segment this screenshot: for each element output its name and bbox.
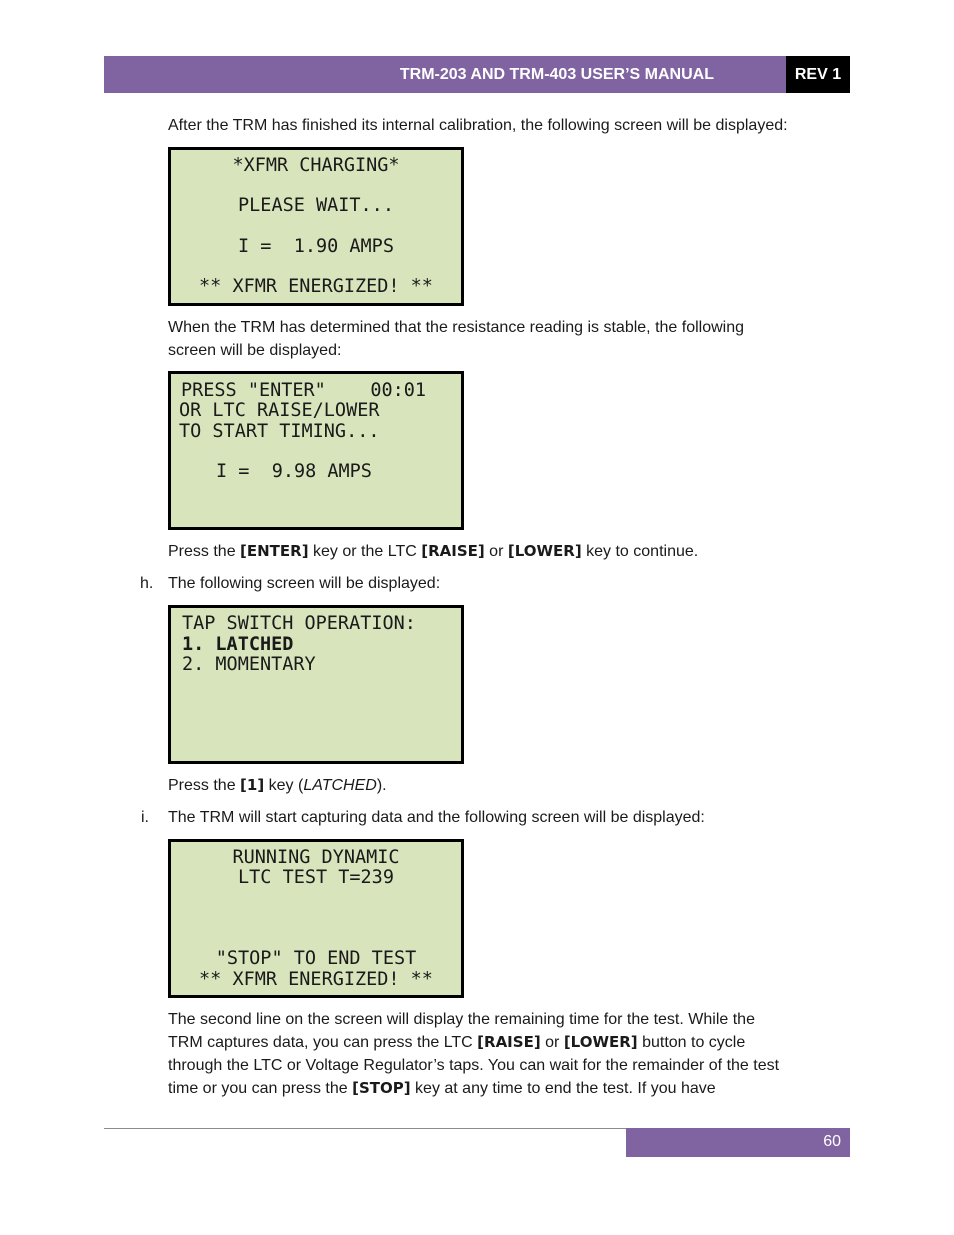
- text-run: ).: [376, 777, 387, 794]
- text-run: key at any time to end the test. If you have: [410, 1080, 716, 1097]
- lcd-screen-tap-switch: [168, 605, 464, 764]
- capture-paragraph: [168, 1008, 840, 1100]
- press-enter-paragraph: [168, 540, 840, 563]
- lcd-line: OR LTC RAISE/LOWER: [179, 400, 380, 421]
- lcd-line: ** XFMR ENERGIZED! **: [199, 969, 433, 990]
- lcd-line: TAP SWITCH OPERATION:: [182, 613, 416, 634]
- list-label-h: h.: [140, 575, 154, 592]
- lcd-line: ** XFMR ENERGIZED! **: [199, 276, 433, 297]
- latched-emphasis: LATCHED: [303, 777, 377, 794]
- lcd-line: 2. MOMENTARY: [182, 654, 316, 675]
- lcd-line: *XFMR CHARGING*: [232, 155, 400, 176]
- lcd-line: PRESS "ENTER" 00:01: [181, 380, 427, 401]
- paragraph-line: screen will be displayed:: [168, 342, 342, 359]
- paragraph-line: The second line on the screen will display the remaining time for the test. While the: [168, 1011, 755, 1028]
- text-run: or: [540, 1034, 564, 1051]
- text-run: key (: [264, 777, 304, 794]
- key-1-label: [1]: [240, 776, 265, 794]
- intro-paragraph: After the TRM has finished its internal calibration, the following screen will be displayed:: [168, 117, 788, 134]
- lcd-screen-running: [168, 839, 464, 998]
- lcd-line: PLEASE WAIT...: [238, 195, 394, 216]
- list-item-i-text: The TRM will start capturing data and the following screen will be displayed:: [168, 809, 705, 826]
- list-label-i: i.: [141, 809, 149, 826]
- press-1-paragraph: [168, 774, 840, 797]
- lcd-line: LTC TEST T=239: [238, 867, 394, 888]
- lcd-line: I = 9.98 AMPS: [216, 461, 372, 482]
- list-item-h-text: The following screen will be displayed:: [168, 575, 441, 592]
- lcd-line-selected: 1. LATCHED: [182, 634, 294, 655]
- lower-key-label: [LOWER]: [563, 1033, 638, 1051]
- page-header: [104, 56, 850, 93]
- lcd-screen-charging: [168, 147, 464, 306]
- text-run: or: [484, 543, 508, 560]
- lcd-screen-start-timing: [168, 371, 464, 530]
- paragraph-line: When the TRM has determined that the resistance reading is stable, the following: [168, 319, 745, 336]
- stable-paragraph: [168, 316, 840, 362]
- raise-key-label: [RAISE]: [421, 542, 485, 560]
- manual-title: TRM-203 AND TRM-403 USER’S MANUAL: [399, 66, 714, 83]
- page-number: 60: [626, 1128, 850, 1157]
- text-run: key or the LTC: [308, 543, 422, 560]
- header-band: [104, 56, 786, 93]
- lower-key-label: [LOWER]: [507, 542, 582, 560]
- text-run: key to continue.: [581, 543, 699, 560]
- lcd-line: RUNNING DYNAMIC: [232, 847, 400, 868]
- text-run: button to cycle: [637, 1034, 746, 1051]
- text-run: TRM captures data, you can press the LTC: [168, 1034, 478, 1051]
- text-run: Press the: [168, 777, 241, 794]
- enter-key-label: [ENTER]: [240, 542, 309, 560]
- stop-key-label: [STOP]: [352, 1079, 411, 1097]
- lcd-line: TO START TIMING...: [179, 421, 380, 442]
- lcd-line: "STOP" TO END TEST: [215, 948, 417, 969]
- text-run: Press the: [168, 543, 241, 560]
- text-run: time or you can press the: [168, 1080, 353, 1097]
- raise-key-label: [RAISE]: [477, 1033, 541, 1051]
- lcd-line: I = 1.90 AMPS: [238, 236, 394, 257]
- paragraph-line: through the LTC or Voltage Regulator’s taps. You can wait for the remainder of the test: [168, 1057, 780, 1074]
- revision-label: REV 1: [786, 56, 850, 93]
